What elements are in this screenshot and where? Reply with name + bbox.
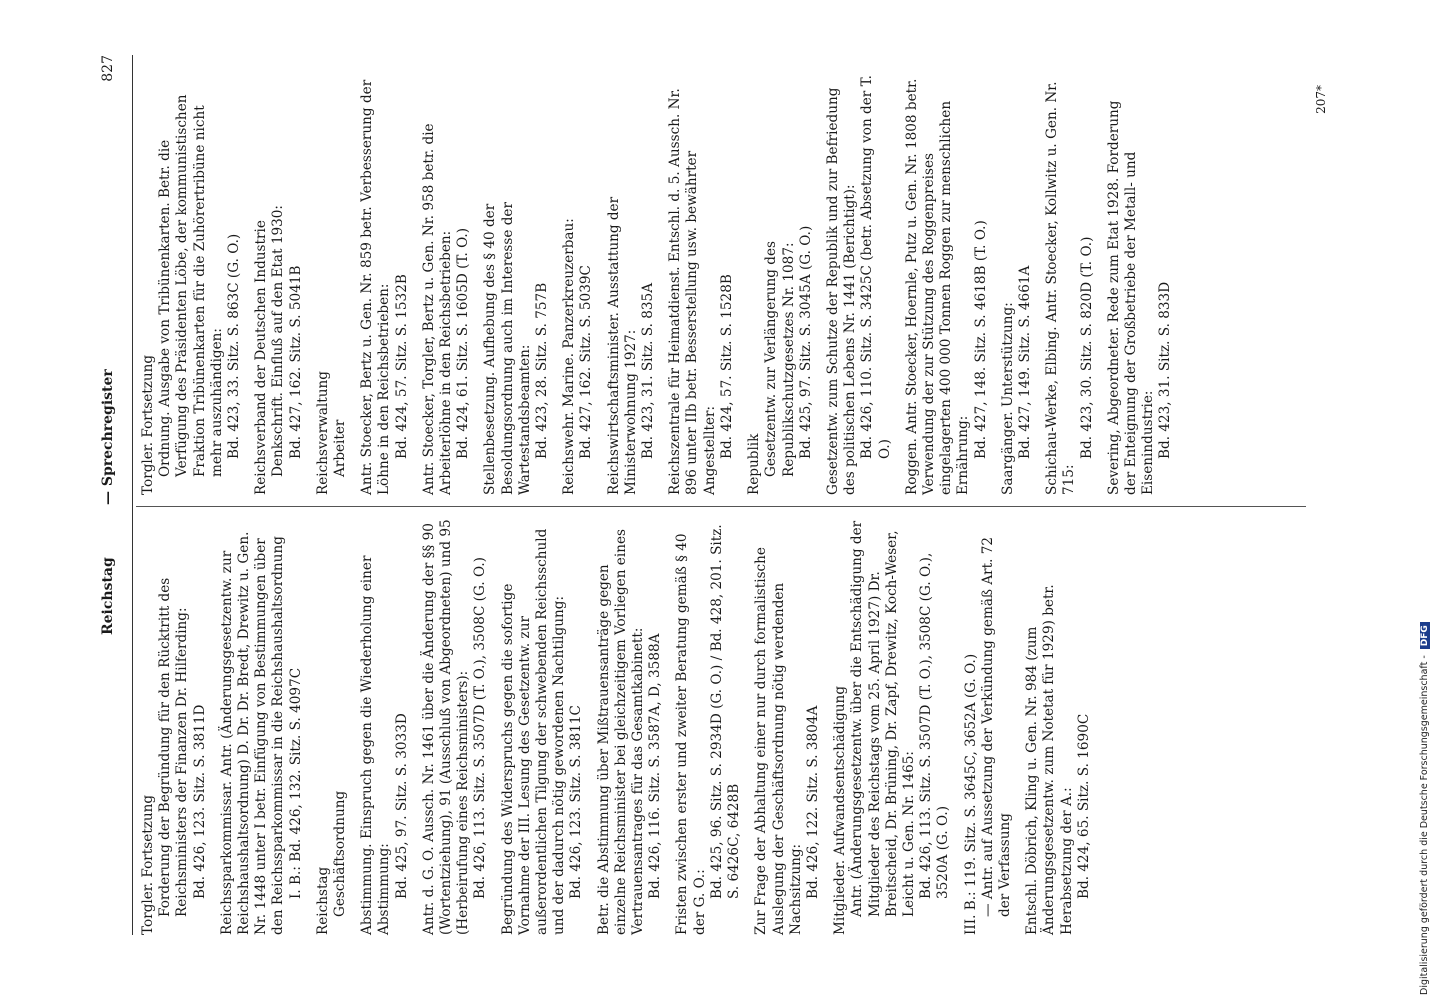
running-head-left: Reichstag [100, 557, 116, 635]
entry-body: Gesetzentw. zur Verlängerung des Republikschutzgesetzes Nr. 1087: [763, 240, 797, 477]
register-entry [359, 515, 411, 935]
entry-head: Stellenbesetzung. Aufhebung des § 40 der Besoldungsordnung auch im Interesse der Wartestandsbeamten: [482, 202, 533, 495]
entry-ref: Bd. 423, 28. Sitz. S. 757B [534, 282, 551, 459]
entry-body: Antr. (Änderungsgesetzentw. über die Entschädigung der Mitglieder des Reichstags vom 25. April 1927) Dr. Breitscheid, Dr. Brüning, Dr. Zapf, Drewitz, Koch-Weser, Leicht u. Gen. Nr. 1465: [849, 520, 917, 917]
entry-ref: Bd. 426, 113. Sitz. S. 3507D (T. O.), 3508C (G. O.) [472, 557, 489, 899]
entry-body: Arbeiter [332, 419, 349, 477]
register-entry [253, 75, 305, 495]
entry-head: Gesetzentw. zum Schutze der Republik und zur Befriedung des politischen Lebens Nr. 1441 (Berichtigt): [824, 87, 859, 495]
footer-mark: 207* [1313, 85, 1328, 114]
entry-ref: Bd. 423, 31. Sitz. S. 833D [1157, 281, 1174, 459]
entry-head: Republik [746, 433, 763, 495]
entry-head: Reichswirtschaftsminister. Ausstattung der Ministerwohnung 1927: [605, 196, 639, 495]
entry-head: Reichszentrale für Heimatdienst. Entschl. d. 5. Aussch. Nr. 896 unter IIb betr. Besserstellung usw. bewährter Angestellter: [667, 88, 718, 495]
entry-ref: Bd. 427, 162. Sitz. S. 5039C [578, 265, 595, 459]
entry-ref: Bd. 425, 96. Sitz. S. 2934D (G. O.) / Bd. 428, 201. Sitz. S. 6426C, 6428B [708, 524, 743, 899]
entry-head: Entschl. Döbrich, Kling u. Gen. Nr. 984 (zum Änderungsgesetzentw. zum Notetat für 1929) betr. Herabsetzung der A.: [1024, 584, 1075, 935]
register-entry [140, 515, 209, 935]
entry-ref: Bd. 424, 57. Sitz. S. 1532B [393, 274, 410, 459]
register-entry [753, 515, 822, 935]
entry-head: Begründung des Widerspruchs gegen die sofortige Vornahme der III. Lesung des Gesetzentw. zur außerordentlichen Tilgung der schwebenden Reichsschuld und der dadurch nötig gewordenen Nachtilgung: [499, 528, 568, 935]
entry-ref: Bd. 424, 57. Sitz. S. 1528B [718, 274, 735, 459]
entry-ref: Bd. 423, 31. Sitz. S. 835A [640, 282, 657, 459]
entry-head: III. B.: 119. Sitz. S. 3645C, 3652A (G. O.) [962, 653, 979, 935]
register-entry [606, 75, 658, 495]
entry-ref: Bd. 426, 116. Sitz. S. 3587A, D, 3588A [647, 633, 664, 899]
column-divider [136, 506, 1306, 507]
entry-head: Reichsverwaltung [314, 371, 331, 495]
entry-ref: Bd. 423, 33. Sitz. S. 863C (G. O.) [226, 233, 243, 459]
entry-head: Roggen. Antr. Stoecker, Hoernle, Putz u. Gen. Nr. 1808 betr. Verwendung der zur Stützung des Roggenpreises eingelagerten 400 000 Tonnen Roggen zur menschlichen Ernährung: [903, 78, 972, 495]
digitization-note [1419, 622, 1430, 995]
register-entry [315, 515, 349, 935]
right-column [140, 75, 1185, 495]
running-head [100, 55, 124, 935]
header-rule [132, 55, 133, 935]
entry-head: Abstimmung. Einspruch gegen die Wiederholung einer Abstimmung: [359, 555, 393, 935]
dfg-logo: DFG [1420, 622, 1430, 649]
register-entry [359, 75, 411, 495]
entry-ref: Bd. 427, 162. Sitz. S. 5041B [287, 265, 304, 459]
register-entry [482, 75, 551, 495]
register-entry [825, 75, 894, 495]
register-entry [674, 515, 743, 935]
entry-ref: Bd. 426, 113. Sitz. S. 3507D (T. O.), 3508C (G. O.), 3520A (G. O.) [918, 552, 952, 899]
entry-ref: Bd. 427, 149. Sitz. S. 4661A [1016, 265, 1033, 459]
digitization-text: Digitalisierung gefördert durch die Deutsche Forschungsgemeinschaft - [1419, 655, 1430, 995]
register-entry [315, 75, 349, 495]
running-head-center: — Sprechregister [100, 369, 116, 505]
entry-head: Torgler. Fortsetzung [140, 794, 156, 935]
register-entry [746, 75, 815, 495]
register-entry [500, 515, 586, 935]
entry-head: Antr. Stoecker, Bertz u. Gen. Nr. 859 betr. Verbesserung der Löhne in den Reichsbetrieben: [359, 79, 393, 495]
entry-ref: Bd. 423, 30. Sitz. S. 820D (T. O.) [1078, 236, 1095, 459]
register-entry [904, 75, 990, 495]
entry-head: Reichssparkommissar. Antr. (Änderungsgesetzentw. zur Reichshaushaltsordnung) D. Dr. Dr. Bredt, Drewitz u. Gen. Nr. 1448 unter I betr. Einfügung von Bestimmungen über den Reichssparkommissar in die Reichshaushaltsordnung [218, 531, 287, 935]
entry-body: Ordnung. Ausgabe von Tribünenkarten. Betr. die Verfügung des Präsidenten Löbe, der kommunistischen Fraktion Tribünenkarten für die Zuhörertribüne nicht mehr auszuhändigen: [157, 94, 225, 477]
entry-ref: Bd. 425, 97. Sitz. S. 3033D [393, 713, 410, 899]
entry-body: Geschäftsordnung [332, 790, 349, 917]
register-entry [1044, 75, 1096, 495]
entry-ref: Bd. 426, 122. Sitz. S. 3804A [804, 705, 821, 899]
entry-head: Betr. die Abstimmung über Mißtrauensanträge gegen einzelne Reichsminister bei gleichzeitigem Vorliegen eines Vertrauensantrages für das Gesamtkabinett: [595, 529, 647, 935]
register-entry [1024, 515, 1093, 935]
left-column [140, 515, 1103, 935]
entry-ref: Bd. 426, 110. Sitz. S. 3425C (betr. Absetzung von der T. O.) [859, 75, 893, 459]
entry-head: Severing, Abgeordneter. Rede zum Etat 1928. Forderung der Enteignung der Großbetriebe der Metall- und Eisenindustrie: [1105, 100, 1157, 495]
register-entry [140, 75, 243, 495]
entry-head: Torgler. Fortsetzung [140, 354, 156, 495]
register-entry [561, 75, 595, 495]
entry-ref: Bd. 427, 148. Sitz. S. 4618B (T. O.) [972, 220, 989, 459]
entry-ref: Bd. 426, 123. Sitz. S. 3811D [191, 704, 208, 899]
register-entry [596, 515, 665, 935]
entry-head: Schichau-Werke, Elbing. Antr. Stoecker, Kollwitz u. Gen. Nr. 715: [1044, 81, 1078, 495]
register-entry [963, 515, 1015, 935]
register-entry [832, 515, 952, 935]
entry-head: Reichswehr. Marine. Panzerkreuzerbau: [561, 218, 578, 495]
entry-head: Fristen zwischen erster und zweiter Beratung gemäß § 40 der G. O.: [674, 533, 708, 935]
register-entry [219, 515, 305, 935]
entry-ref: Bd. 424, 65. Sitz. S. 1690C [1075, 713, 1092, 899]
rotated-page [100, 55, 1330, 935]
register-entry [667, 75, 736, 495]
entry-body: — Antr. auf Aussetzung der Verkündung gemäß Art. 72 der Verfassung [979, 536, 1013, 917]
entry-head: Antr. d. G. O. Aussch. Nr. 1461 über die Änderung der §§ 90 (Wortentziehung), 91 (Ausschluß von Abgeordneten) und 95 (Herbeirufung eines Reichsministers): [420, 519, 472, 935]
entry-head: Antr. Stoecker, Torgler, Bertz u. Gen. Nr. 958 betr. die Arbeiterlöhne in den Reichsbetrieben: [420, 123, 455, 495]
entry-head: Reichstag [314, 866, 331, 935]
entry-head: Saargänger. Unterstützung: [999, 302, 1016, 495]
entry-ref: Bd. 425, 97. Sitz. S. 3045A (G. O.) [797, 225, 814, 459]
entry-head: Zur Frage der Abhaltung einer nur durch formalistische Auslegung der Geschäftsordnung nötig werdenden Nachsitzung: [753, 547, 804, 935]
page-number: 827 [100, 55, 116, 82]
entry-ref: Bd. 426, 123. Sitz. S. 3811C [568, 705, 585, 899]
entry-body: Forderung der Begründung für den Rücktritt des Reichsministers der Finanzen Dr. Hilferding: [157, 577, 191, 917]
entry-ref: I. B.: Bd. 426, 132. Sitz. S. 4097C [287, 667, 304, 899]
register-entry [421, 75, 473, 495]
entry-head: Reichsverband der Deutschen Industrie [253, 220, 270, 495]
register-entry [421, 515, 490, 935]
register-entry [1000, 75, 1034, 495]
entry-head: Mitglieder. Aufwandsentschädigung [832, 685, 849, 935]
entry-body: Denkschrift. Einfluß auf den Etat 1930: [270, 205, 287, 477]
register-entry [1106, 75, 1175, 495]
entry-ref: Bd. 424, 61. Sitz. S. 1605D (T. O.) [455, 227, 472, 459]
